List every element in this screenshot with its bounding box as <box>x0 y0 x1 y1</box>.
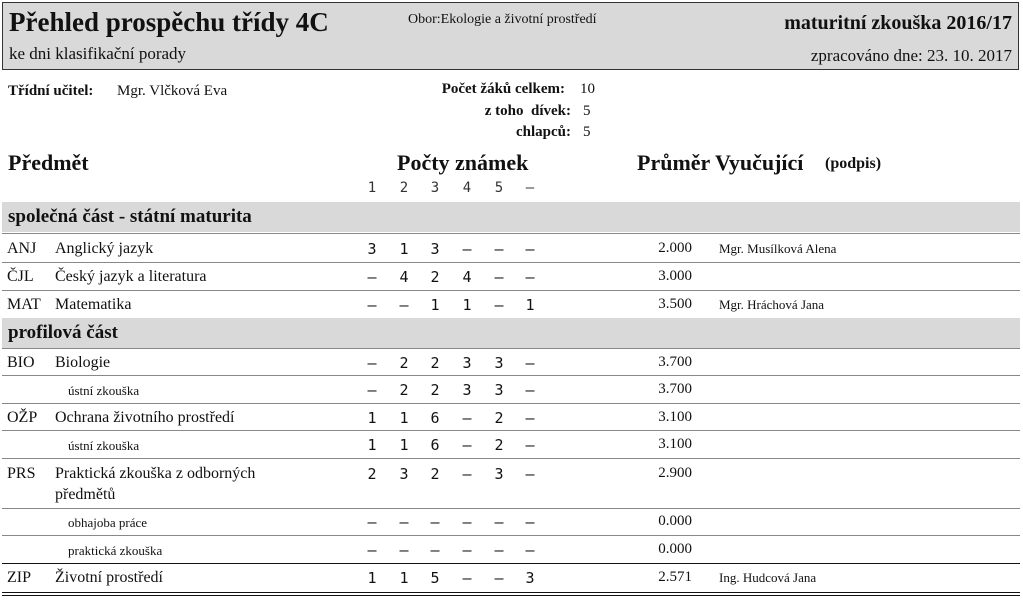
signature-header: (podpis) <box>825 155 882 172</box>
exam-part-name: ústní zkouška <box>68 383 140 398</box>
grade-count: – <box>367 354 377 372</box>
subject-code: OŽP <box>7 409 38 426</box>
subject-code: MAT <box>7 296 41 313</box>
grade-count: – <box>462 409 472 427</box>
grade-count: – <box>430 541 440 559</box>
row-divider <box>2 348 1020 349</box>
subject-code: ČJL <box>7 268 34 285</box>
subject-teacher: Mgr. Musílková Alena <box>719 241 837 256</box>
grade-header-4: 4 <box>462 180 472 196</box>
total-students-label: Počet žáků celkem: <box>441 81 565 97</box>
grade-count: – <box>494 296 504 314</box>
grade-count: – <box>525 268 535 286</box>
grade-count: 2 <box>430 268 440 286</box>
grade-count: 1 <box>367 436 377 454</box>
subject-name: Anglický jazyk <box>55 240 154 257</box>
subject-code: ANJ <box>7 240 37 257</box>
subject-teacher: Ing. Hudcová Jana <box>719 570 817 585</box>
subject-average: 2.900 <box>658 465 692 481</box>
subject-column-header: Předmět <box>8 150 89 175</box>
boys-value: 5 <box>583 124 591 140</box>
processed-date: zpracováno dne: 23. 10. 2017 <box>810 46 1012 65</box>
grade-count: 2 <box>494 436 504 454</box>
row-divider <box>2 458 1020 459</box>
section-common <box>2 202 1020 232</box>
subject-name: Český jazyk a literatura <box>55 268 207 285</box>
grade-count: – <box>525 409 535 427</box>
grade-count: 3 <box>430 240 440 258</box>
grade-count: – <box>399 541 409 559</box>
grade-count: – <box>430 513 440 531</box>
grade-count: – <box>494 240 504 258</box>
grade-count: – <box>462 541 472 559</box>
grade-count: 2 <box>494 409 504 427</box>
subject-name: Biologie <box>55 354 111 371</box>
row-divider <box>2 563 1020 564</box>
boys-label: chlapců: <box>515 124 571 140</box>
grade-count: 1 <box>399 436 409 454</box>
grade-count: – <box>367 381 377 399</box>
subject-average: 0.000 <box>658 541 692 557</box>
grade-count: 1 <box>399 240 409 258</box>
grade-count: 3 <box>462 381 472 399</box>
grade-count: – <box>525 465 535 483</box>
grade-count: 3 <box>494 381 504 399</box>
grade-count: – <box>525 240 535 258</box>
subject-name: Životní prostředí <box>55 569 163 586</box>
subject-average: 3.100 <box>658 436 692 452</box>
subject-name: Ochrana životního prostředí <box>55 409 235 426</box>
row-divider <box>2 508 1020 509</box>
girls-value: 5 <box>583 103 591 119</box>
grade-count: – <box>525 436 535 454</box>
subject-average: 3.700 <box>658 381 692 397</box>
exam-name: maturitní zkouška 2016/17 <box>784 12 1012 34</box>
grade-counts-header: Počty známek <box>397 150 529 175</box>
section-profile-title: profilová část <box>8 322 118 343</box>
grade-count: 2 <box>399 381 409 399</box>
grade-header-3: 3 <box>430 180 440 196</box>
grade-count: 1 <box>462 296 472 314</box>
grade-count: – <box>399 513 409 531</box>
subject-code: ZIP <box>7 569 31 586</box>
grade-count: 5 <box>430 569 440 587</box>
grade-count: 1 <box>399 409 409 427</box>
grade-header-dash: – <box>525 180 535 196</box>
grade-count: 3 <box>525 569 535 587</box>
average-teacher-header: Průměr Vyučující <box>637 150 804 175</box>
grade-count: – <box>367 268 377 286</box>
row-divider <box>2 290 1020 291</box>
grade-count: 1 <box>430 296 440 314</box>
exam-part-name: obhajoba práce <box>68 515 148 530</box>
subject-teacher: Mgr. Hráchová Jana <box>719 297 825 312</box>
row-divider <box>2 262 1020 263</box>
subject-code: BIO <box>7 354 35 371</box>
grade-count: 3 <box>494 354 504 372</box>
grade-count: – <box>367 541 377 559</box>
grade-count: – <box>494 569 504 587</box>
report-subtitle: ke dni klasifikační porady <box>9 44 187 63</box>
grade-count: 6 <box>430 409 440 427</box>
grade-count: 1 <box>367 569 377 587</box>
grade-count: – <box>525 513 535 531</box>
row-divider <box>2 403 1020 404</box>
grade-count: 1 <box>399 569 409 587</box>
subject-average: 3.100 <box>658 409 692 425</box>
grade-count: – <box>494 541 504 559</box>
field-of-study: Obor:Ekologie a životní prostředí <box>408 12 597 27</box>
grade-count: 3 <box>399 465 409 483</box>
grade-count: – <box>494 268 504 286</box>
grade-header-5: 5 <box>494 180 504 196</box>
grade-header-2: 2 <box>399 180 409 196</box>
grade-header-1: 1 <box>367 180 377 196</box>
class-teacher-name: Mgr. Vlčková Eva <box>117 83 228 99</box>
subject-name: Matematika <box>55 296 132 313</box>
grade-count: – <box>462 465 472 483</box>
grade-count: – <box>462 240 472 258</box>
subject-average: 2.000 <box>658 240 692 256</box>
grade-count: 2 <box>430 381 440 399</box>
subject-average: 0.000 <box>658 513 692 529</box>
grade-count: 2 <box>430 354 440 372</box>
grade-count: – <box>367 296 377 314</box>
grade-count: – <box>525 541 535 559</box>
grade-count: 1 <box>367 409 377 427</box>
grade-count: – <box>399 296 409 314</box>
class-teacher-label: Třídní učitel: <box>8 83 94 99</box>
grade-count: 6 <box>430 436 440 454</box>
row-divider <box>2 430 1020 431</box>
subject-name-line1: Praktická zkouška z odborných <box>55 465 256 482</box>
grade-count: 2 <box>367 465 377 483</box>
grade-count: 1 <box>525 296 535 314</box>
table-bottom-rule <box>2 592 1020 593</box>
grade-count: 2 <box>430 465 440 483</box>
subject-average: 3.700 <box>658 354 692 370</box>
exam-part-name: praktická zkouška <box>68 543 163 558</box>
section-profile <box>2 318 1020 348</box>
girls-label: z toho dívek: <box>484 103 571 119</box>
subject-code: PRS <box>7 465 36 482</box>
subject-name-line2: předmětů <box>55 486 116 503</box>
grade-count: 3 <box>494 465 504 483</box>
report-header <box>2 2 1019 70</box>
grade-count: – <box>462 513 472 531</box>
grade-count: 4 <box>462 268 472 286</box>
grade-count: – <box>462 569 472 587</box>
grade-count: – <box>462 436 472 454</box>
row-divider <box>2 375 1020 376</box>
subject-average: 2.571 <box>658 569 692 585</box>
grade-count: – <box>367 513 377 531</box>
exam-part-name: ústní zkouška <box>68 438 140 453</box>
grade-count: 2 <box>399 354 409 372</box>
section-common-title: společná část - státní maturita <box>8 206 252 227</box>
grade-count: 3 <box>462 354 472 372</box>
report-title: Přehled prospěchu třídy 4C <box>9 7 329 37</box>
total-students-value: 10 <box>580 81 595 97</box>
row-divider <box>2 233 1020 234</box>
grade-count: – <box>494 513 504 531</box>
grade-count: 3 <box>367 240 377 258</box>
grade-count: – <box>525 381 535 399</box>
row-divider <box>2 535 1020 536</box>
subject-average: 3.500 <box>658 296 692 312</box>
grade-count: – <box>525 354 535 372</box>
grade-count: 4 <box>399 268 409 286</box>
table-bottom-rule <box>2 595 1020 596</box>
subject-average: 3.000 <box>658 268 692 284</box>
